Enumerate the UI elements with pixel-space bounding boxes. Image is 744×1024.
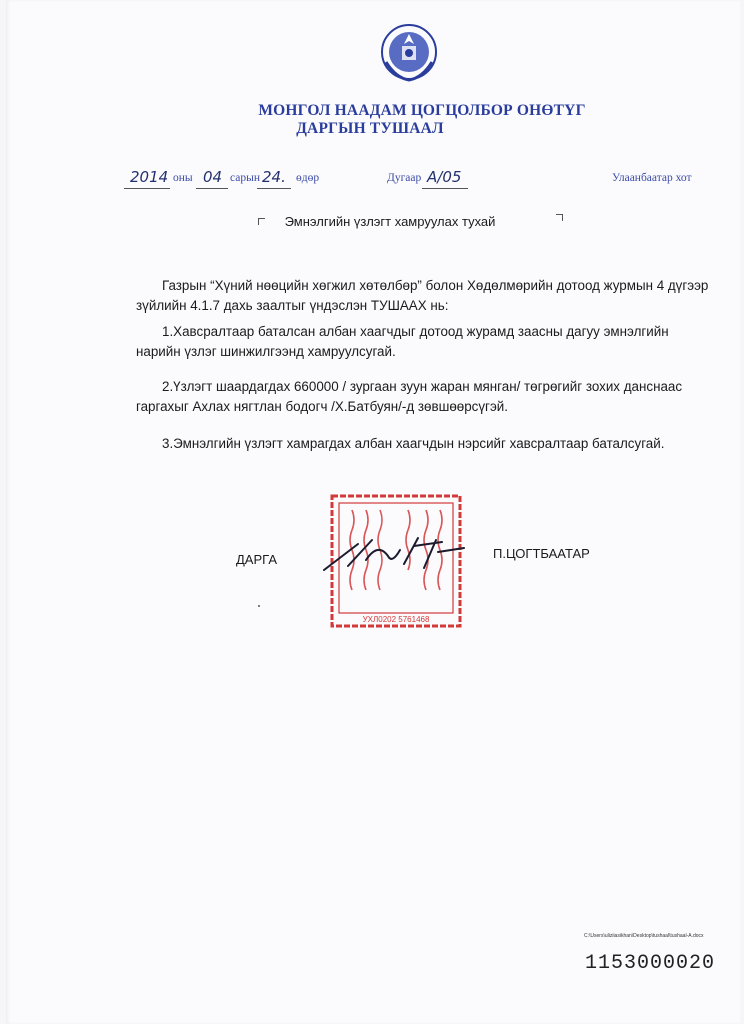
ink-dot [258, 605, 260, 607]
date-month: 04 [203, 168, 223, 186]
signatory-name: П.ЦОГТБААТАР [493, 546, 590, 561]
paragraph-item-3 [136, 434, 716, 454]
order-number: А/05 [427, 168, 462, 186]
document-serial-number: 1153000020 [585, 952, 716, 975]
stamp-code: УХЛ0202 5761468 [362, 615, 430, 624]
handwritten-signature [318, 530, 468, 580]
date-month-label: сарын [230, 172, 260, 184]
paragraph-item-3-text: 3.Эмнэлгийн үзлэгт хамрагдах албан хаагчдын нэрсийг хавсралтаар баталсугай. [162, 436, 665, 451]
file-path: C:\Users\uliziiasikhan\Desktop\tushaal\tushaal-A.docx [584, 933, 704, 939]
city-label: Улаанбаатар хот [612, 172, 692, 184]
organization-name: МОНГОЛ НААДАМ ЦОГЦОЛБОР ОНӨТҮГ [258, 102, 586, 119]
document-type-title: ДАРГЫН ТУШААЛ [296, 120, 444, 137]
date-row [0, 168, 744, 192]
paragraph-item-1-text: 1.Хавсралтаар баталсан албан хаагчдыг дотоод журамд заасны дагуу эмнэлгийн нарийн үзлэг шинжилгээнд хамруулсугай. [136, 324, 669, 359]
date-year: 2014 [130, 168, 169, 186]
paragraph-preamble-text: Газрын “Хүний нөөцийн хөгжил хөтөлбөр” болон Хөдөлмөрийн дотоод журмын 4 дүгээр зүйлийн 4.1.7 дахь заалтыг үндэслэн ТУШААХ нь: [136, 278, 709, 313]
state-emblem-icon [376, 22, 442, 84]
date-day-label: өдөр [296, 172, 320, 184]
signatory-title: ДАРГА [236, 552, 277, 567]
date-year-label: оны [173, 172, 193, 184]
paragraph-preamble [136, 276, 716, 316]
paragraph-item-2-text: 2.Үзлэгт шаардагдах 660000 / зургаан зуун жаран мянган/ төгрөгийг зохих данснаас гаргахыг Ахлах нягтлан бодогч /Х.Батбуян/-д зөвшөөрсүгэй. [136, 379, 683, 414]
document-subject: Эмнэлгийн үзлэгт хамруулах тухай [284, 214, 496, 229]
number-label: Дугаар [387, 172, 422, 184]
paragraph-item-2 [136, 377, 716, 417]
date-day: 24. [262, 168, 286, 186]
paragraph-item-1 [136, 322, 716, 362]
